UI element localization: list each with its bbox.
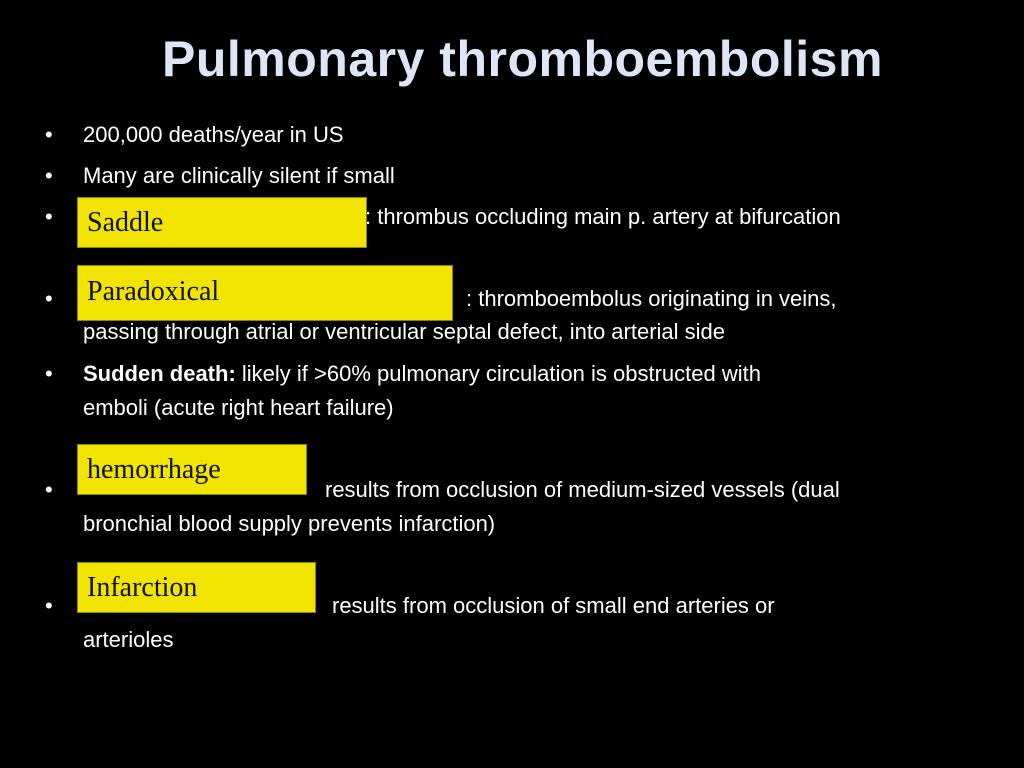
sudden-death-line1	[83, 357, 761, 391]
bullet-text-deaths: 200,000 deaths/year in US	[83, 122, 344, 147]
sudden-death-line2: emboli (acute right heart failure)	[83, 395, 394, 420]
bullet-icon: •	[45, 122, 53, 147]
saddle-description: : thrombus occluding main p. artery at bifurcation	[365, 204, 841, 229]
bullet-icon: •	[45, 163, 53, 188]
bullet-icon: •	[45, 204, 53, 229]
paradoxical-description-line1: : thromboembolus originating in veins,	[466, 286, 837, 311]
sudden-death-label: Sudden death:	[83, 361, 236, 386]
bullet-icon: •	[45, 286, 53, 311]
bullet-icon: •	[45, 361, 53, 386]
bullet-icon: •	[45, 477, 53, 502]
saddle-highlight-box: Saddle	[77, 197, 367, 248]
paradoxical-description-line2: passing through atrial or ventricular septal defect, into arterial side	[83, 319, 726, 344]
infarction-highlight-box: Infarction	[77, 562, 316, 613]
hemorrhage-highlight-box: hemorrhage	[77, 444, 307, 495]
hemorrhage-description-line1: results from occlusion of medium-sized vessels (dual	[325, 477, 840, 502]
bullet-icon: •	[45, 593, 53, 618]
infarction-description-line1: results from occlusion of small end arteries or	[332, 593, 775, 618]
infarction-description-line2: arterioles	[83, 627, 174, 652]
sudden-death-text: likely if >60% pulmonary circulation is obstructed with	[235, 361, 761, 386]
hemorrhage-description-line2: bronchial blood supply prevents infarction)	[83, 511, 496, 536]
bullet-text-silent: Many are clinically silent if small	[83, 163, 395, 188]
paradoxical-highlight-box: Paradoxical	[77, 265, 453, 321]
slide-title: Pulmonary thromboembolism	[162, 31, 883, 87]
